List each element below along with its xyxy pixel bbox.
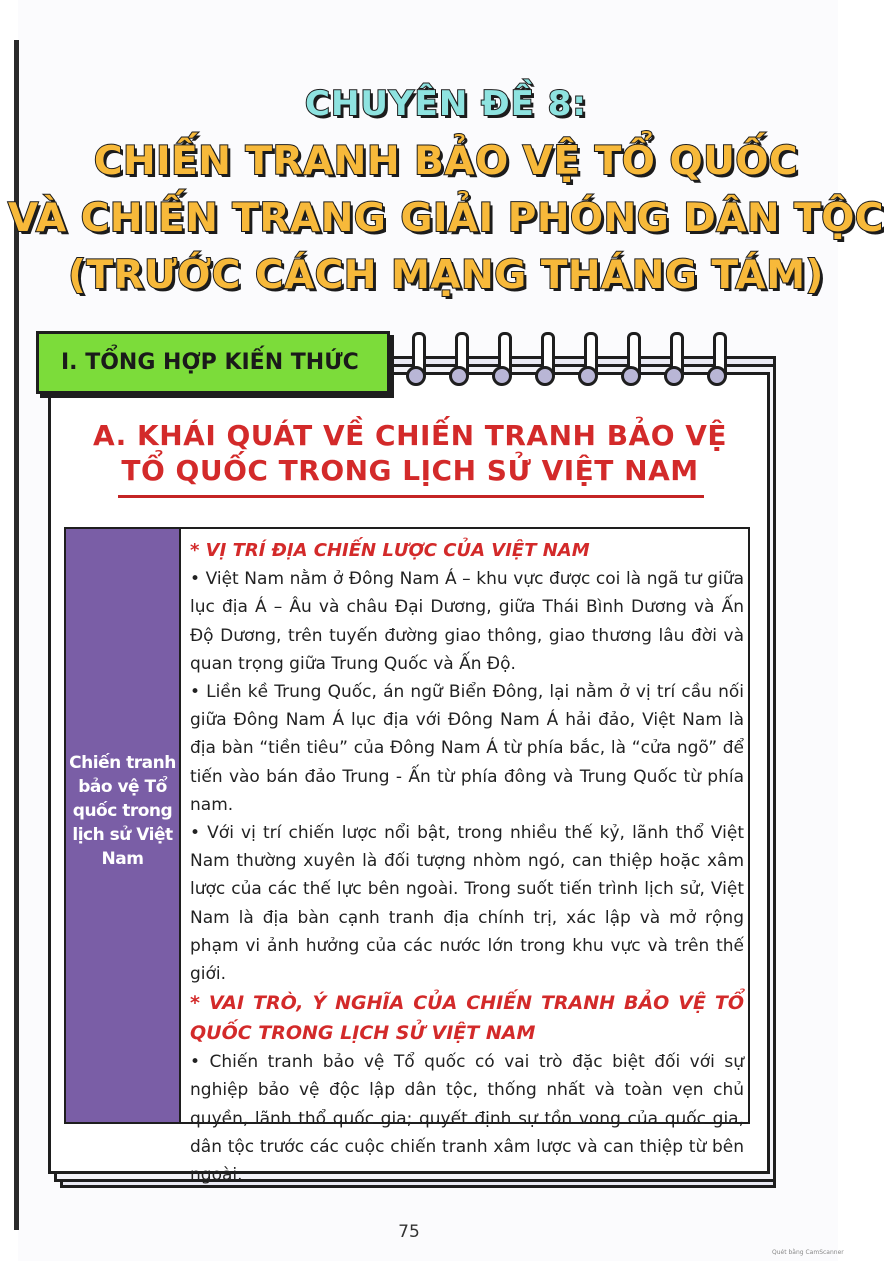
paragraph: • Việt Nam nằm ở Đông Nam Á – khu vực được coi là ngã tư giữa lục địa Á – Âu và châu Đại Dương, giữa Thái Bình Dương và Ấn Độ Dương, trên tuyến đường giao thông, giao thương lâu đời và quan trọng giữa Trung Quốc và Ấn Độ. xyxy=(190,569,744,674)
paragraph: • Chiến tranh bảo vệ Tổ quốc có vai trò đặc biệt đối với sự nghiệp bảo vệ độc lập dân tộc, thống nhất và toàn vẹn chủ quyền, lãnh thổ quốc gia; quyết định sự tồn vong của quốc gia, dân tộc trước các cuộc chiến tranh xâm lược và can thiệp từ bên ngoài. xyxy=(190,1052,744,1186)
title-line-2: VÀ CHIẾN TRANG GIẢI PHÓNG DÂN TỘC xyxy=(7,196,885,241)
title-line-3: (TRƯỚC CÁCH MẠNG THÁNG TÁM) xyxy=(68,253,824,298)
binder-ring-icon xyxy=(406,332,426,390)
section-heading-line-1: A. KHÁI QUÁT VỀ CHIẾN TRANH BẢO VỆ xyxy=(92,419,728,452)
topic-label: CHUYÊN ĐỀ 8: xyxy=(305,84,587,124)
binder-ring-icon xyxy=(621,332,641,390)
title-line-1: CHIẾN TRANH BẢO VỆ TỔ QUỐC xyxy=(93,139,799,184)
page-number: 75 xyxy=(398,1222,420,1242)
binder-ring-icon xyxy=(664,332,684,390)
paragraph: • Với vị trí chiến lược nổi bật, trong nhiều thế kỷ, lãnh thổ Việt Nam thường xuyên là đối tượng nhòm ngó, can thiệp hoặc xâm lược của các thế lực bên ngoài. Trong suốt tiến trình lịch sử, Việt Nam là địa bàn cạnh tranh địa chính trị, xác lập và mở rộng phạm vi ảnh hưởng của các nước lớn trong khu vực và trên thế giới. xyxy=(190,823,744,985)
binder-ring-icon xyxy=(449,332,469,390)
subheading-strategic-position: * VỊ TRÍ ĐỊA CHIẾN LƯỢC CỦA VIỆT NAM xyxy=(190,540,590,561)
binder-ring-icon xyxy=(535,332,555,390)
binder-ring-icon xyxy=(492,332,512,390)
section-heading-line-2: TỔ QUỐC TRONG LỊCH SỬ VIỆT NAM xyxy=(121,454,699,487)
heading-underline xyxy=(118,495,704,498)
paragraph: • Liền kề Trung Quốc, án ngữ Biển Đông, lại nằm ở vị trí cầu nối giữa Đông Nam Á lục địa với Đông Nam Á hải đảo, Việt Nam là địa bàn “tiền tiêu” của Đông Nam Á từ phía bắc, là “cửa ngõ” để tiến vào bán đảo Trung - Ấn từ phía đông và Trung Quốc từ phía nam. xyxy=(190,682,744,815)
binder-ring-icon xyxy=(707,332,727,390)
text-column xyxy=(190,537,744,1189)
section-banner xyxy=(36,331,390,394)
scanner-watermark: Quét bằng CamScanner xyxy=(772,1249,844,1256)
subheading-role-significance: * VAI TRÒ, Ý NGHĨA CỦA CHIẾN TRANH BẢO VỆ TỔ QUỐC TRONG LỊCH SỬ VIỆT NAM xyxy=(190,992,744,1045)
section-banner-label: I. TỔNG HỢP KIẾN THỨC xyxy=(61,350,359,375)
side-column-label: Chiến tranh bảo vệ Tổ quốc trong lịch sử Việt Nam xyxy=(69,753,176,869)
content-table xyxy=(64,527,750,1186)
binder-ring-icon xyxy=(578,332,598,390)
side-column xyxy=(66,529,181,1122)
